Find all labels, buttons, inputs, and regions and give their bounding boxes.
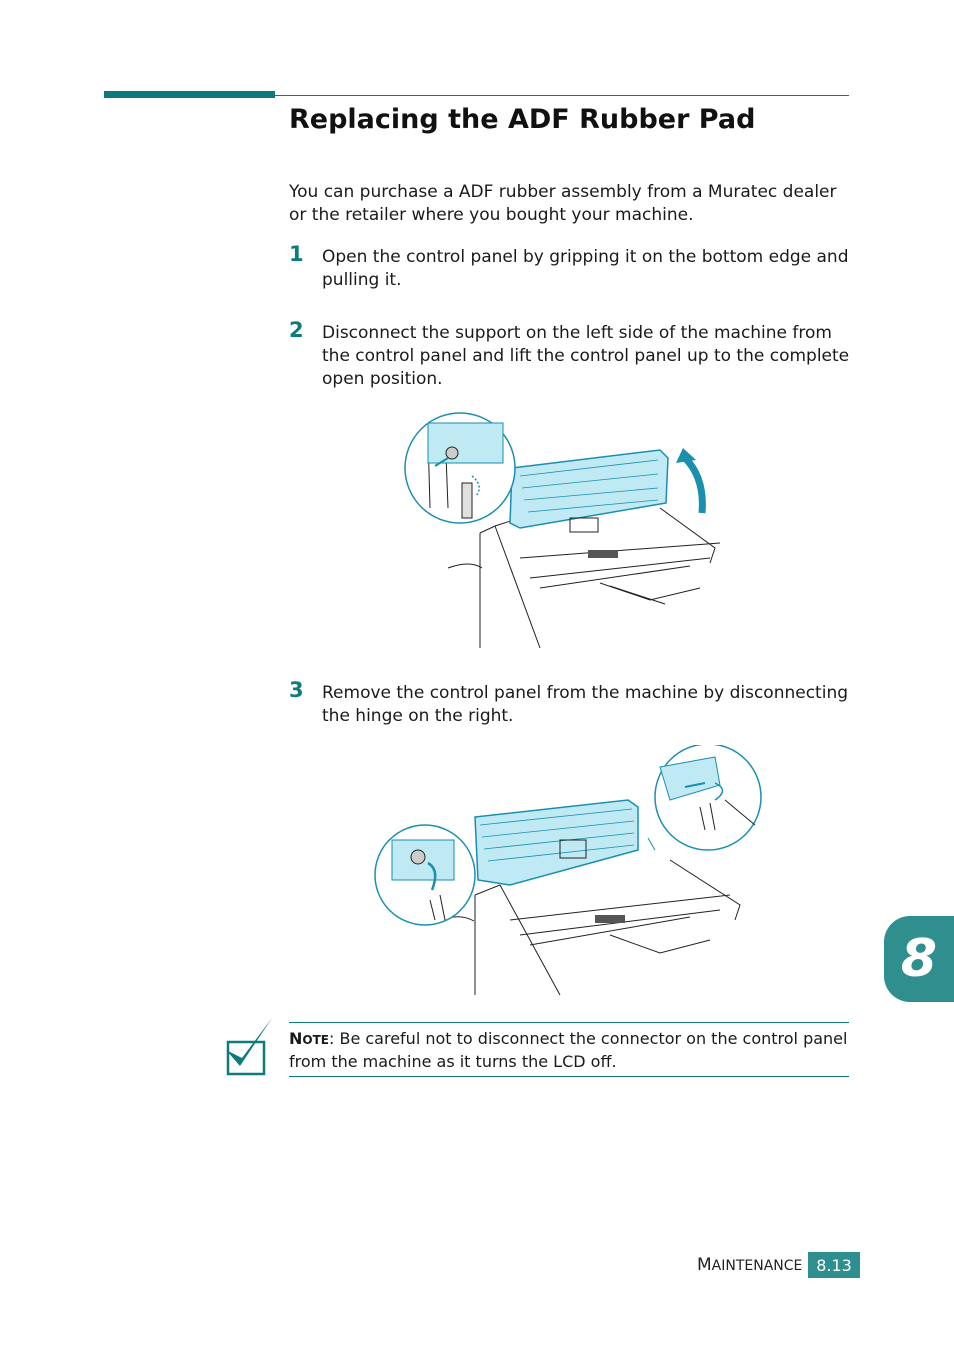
footer-section-label: MAINTENANCE [697,1255,803,1275]
note-body: : Be careful not to disconnect the connector on the control panel from the machine as it turns the LCD off. [289,1029,848,1071]
heading-rule-thin [275,95,849,96]
checkmark-note-icon [222,1014,278,1078]
heading-rule-thick [104,91,275,98]
page-title: Replacing the ADF Rubber Pad [289,104,756,135]
intro-paragraph: You can purchase a ADF rubber assembly from a Muratec dealer or the retailer where you bought your machine. [289,182,837,225]
page-number: 8.13 [808,1252,860,1278]
step-text: Disconnect the support on the left side of the machine from the control panel and lift the control panel up to the complete open position. [322,323,850,389]
control-panel-open [510,450,668,558]
note-rule-bottom [289,1076,849,1077]
step-number: 2 [289,318,304,342]
step-text: Remove the control panel from the machine by disconnecting the hinge on the right. [322,683,849,726]
step-number: 1 [289,242,304,266]
step-text: Open the control panel by gripping it on the bottom edge and pulling it. [322,247,849,290]
step-number: 3 [289,678,304,702]
control-panel-removed [475,800,638,885]
chapter-number: 8 [900,929,938,989]
illustration-open-control-panel [400,408,730,653]
note-label: NOTE [289,1029,329,1048]
illustration-remove-control-panel [370,745,770,1000]
note-rule-top [289,1022,849,1023]
lift-arrow [685,458,702,513]
note-text [289,1028,849,1073]
